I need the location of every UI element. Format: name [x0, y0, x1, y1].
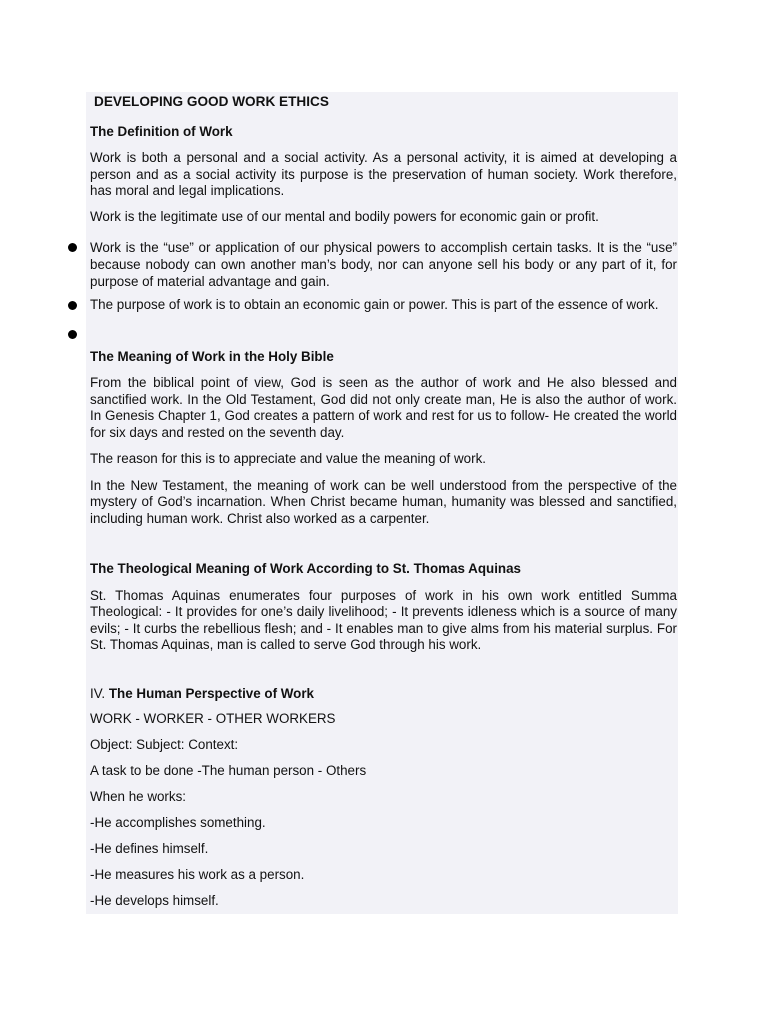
- paragraph: St. Thomas Aquinas enumerates four purposes of work in his own work entitled Summa Theological: - It provides for one’s daily livelihood; - It prevents idleness which is a source of many evils; - It curbs the rebellious flesh; and - It enables man to give alms from his material surplus. For St. Thomas Aquinas, man is called to serve God through his work.: [90, 587, 677, 652]
- section-heading-aquinas: The Theological Meaning of Work According to St. Thomas Aquinas: [90, 561, 522, 576]
- text-line: -He defines himself.: [90, 840, 209, 856]
- bullet-icon: [68, 301, 77, 310]
- document-body: [90, 92, 677, 909]
- paragraph: Work is the legitimate use of our mental and bodily powers for economic gain or profit.: [90, 208, 599, 224]
- section-heading-text: The Human Perspective of Work: [108, 685, 315, 701]
- bullet-text: Work is the “use” or application of our physical powers to accomplish certain tasks. It is the “use” because nobody can own another man’s body, nor can anyone sell his body or any part of it, for purpose of material advantage and gain.: [90, 240, 677, 289]
- text-line: -He accomplishes something.: [90, 815, 266, 830]
- bullet-text: The purpose of work is to obtain an economic gain or power. This is part of the essence of work.: [90, 297, 659, 312]
- bullet-item: [90, 297, 677, 314]
- bullet-item: [90, 326, 677, 342]
- bullet-icon: [68, 330, 77, 339]
- bullet-icon: [68, 243, 77, 252]
- paragraph: In the New Testament, the meaning of work can be well understood from the perspective of the mystery of God’s incarnation. When Christ became human, humanity was blessed and sanctified, including human work. Christ also worked as a carpenter.: [90, 477, 677, 526]
- text-line: -He develops himself.: [90, 892, 219, 908]
- section-heading-definition: The Definition of Work: [90, 123, 233, 139]
- text-line: WORK - WORKER - OTHER WORKERS: [90, 711, 336, 726]
- section-heading-bible: The Meaning of Work in the Holy Bible: [90, 348, 334, 364]
- paragraph: From the biblical point of view, God is seen as the author of work and He also blessed and sanctified work. In the Old Testament, God did not only create man, He is also the author of work. In Genesis Chapter 1, God creates a pattern of work and rest for us to follow- He created the world for six days and rested on the seventh day.: [90, 375, 677, 440]
- text-line: A task to be done -The human person - Others: [90, 763, 367, 778]
- paragraph: The reason for this is to appreciate and value the meaning of work.: [90, 451, 486, 466]
- section-numeral: IV.: [90, 685, 109, 701]
- text-line: Object: Subject: Context:: [90, 736, 239, 752]
- section-heading-human: [90, 686, 677, 703]
- paragraph: Work is both a personal and a social activity. As a personal activity, it is aimed at developing a person and as a social activity its purpose is the preservation of human society. Work therefore, has moral and legal implications.: [90, 150, 677, 198]
- bullet-item: [90, 239, 677, 290]
- text-line: When he works:: [90, 788, 187, 804]
- text-line: -He measures his work as a person.: [90, 867, 305, 882]
- document-title: DEVELOPING GOOD WORK ETHICS: [94, 94, 329, 109]
